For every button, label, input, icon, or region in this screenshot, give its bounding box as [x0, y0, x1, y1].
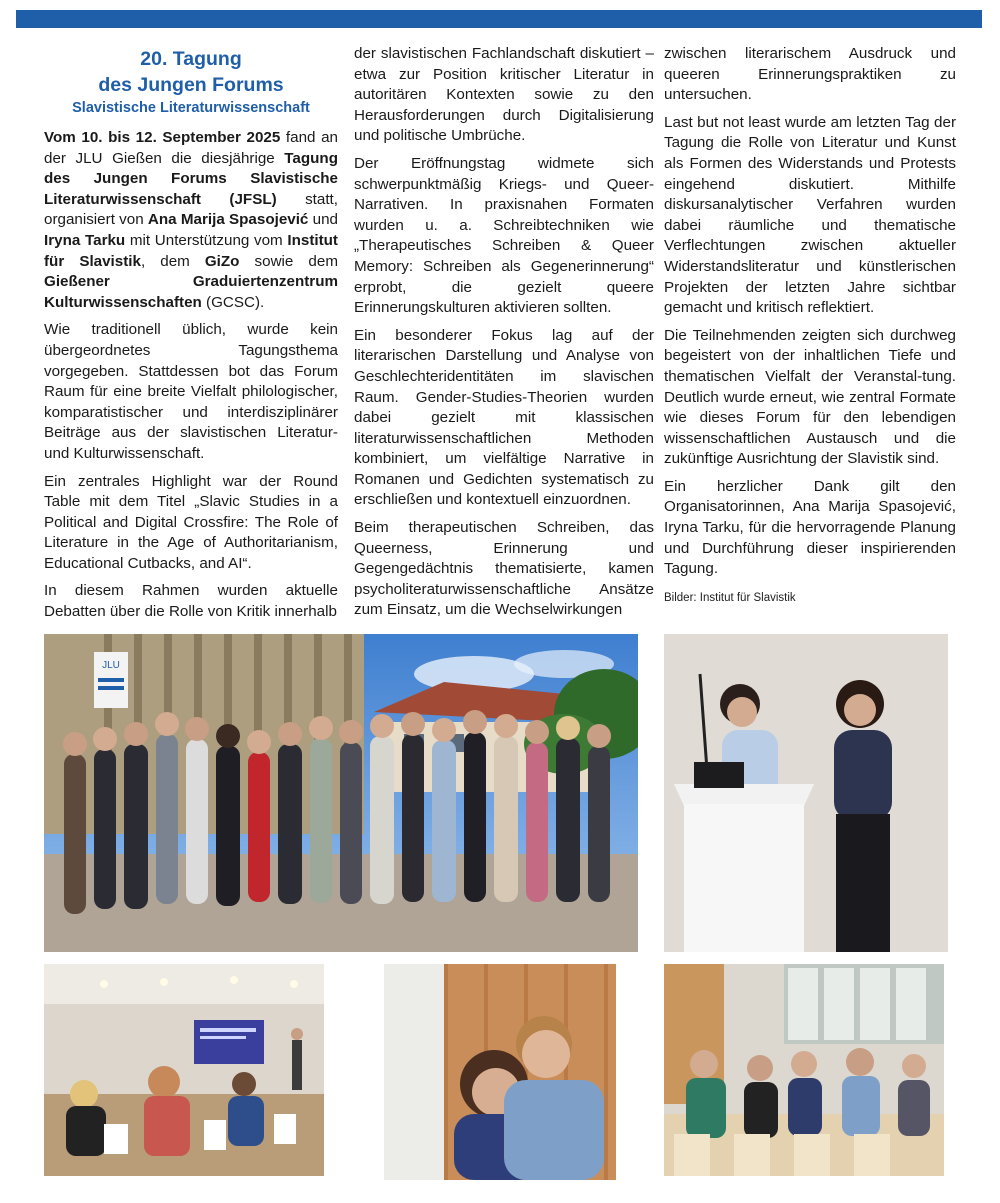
audience-closeup-photo	[384, 964, 616, 1180]
paragraph-debates-end: der slavistischen Fachlandschaft diskutiert – etwa zur Position kritischer Literatur in autoritären Kontexten sowie zu den Herausforderungen durch Digitalisierung und politische Umbrüche.	[354, 45, 654, 145]
paragraph-gender-focus: Ein besonderer Fokus lag auf der literarischen Darstellung und Analyse von Geschlechteridentitäten im slavischen Raum. Gender-Studies-Theorien wurden dabei gezielt mit klassischen literaturwissenschaftlichen Methoden kombiniert, um vielfältige Narrative in Romanen und Gedichten systematisch zu erschließen und kontextuell einzuordnen.	[354, 326, 654, 509]
paragraph-last-day: Last but not least wurde am letzten Tag der Tagung die Rolle von Literatur und Kunst als Formen des Widerstands und Protests eingehend diskutiert. Mithilfe diskursanalytischer Verfahren wurden dabei räumliche und thematische Verflechtungen zwischen aktueller Widerstandsliteratur und künstlerischen Projekten der letzten Jahre sichtbar gemacht und kritisch reflektiert.	[664, 113, 956, 317]
title-line-2: des Jungen Forums	[98, 74, 284, 96]
paragraph-thanks: Ein herzlicher Dank gilt den Organisatorinnen, Ana Marija Spasojević, Iryna Tarku, für die hervorragende Planung und Durchführung dieser inspirierenden Tagung.	[664, 477, 956, 578]
paragraph-therapeutic-writing: Beim therapeutischen Schreiben, das Queerness, Erinnerung und Gegengedächtnis thematisierte, kamen psycholiteraturwissenschaftliche Ansätze zum Einsatz, um die Wechselwirkungen	[354, 519, 654, 619]
paragraph-opening-day: Der Eröffnungstag widmete sich schwerpunktmäßig Kriegs- und Queer-Narrativen. In praxisnahen Formaten wurden u. a. Schreibtechniken wie „Therapeutisches Schreiben & Queer Memory: Schreiben als Gegenerinnerung“ erprobt, die gezielt queere Erinnerungskulturen aktivieren sollten.	[354, 154, 654, 317]
speakers-photo	[664, 634, 948, 952]
paragraph-therapeutic-writing-end: zwischen literarischem Ausdruck und queeren Erinnerungspraktiken zu untersuchen.	[664, 45, 956, 104]
text-column-1	[44, 44, 338, 630]
title-line-1: 20. Tagung	[140, 48, 242, 70]
lecture-hall-photo	[44, 964, 324, 1176]
text-column-3	[664, 44, 956, 608]
paragraph-theme: Wie traditionell üblich, wurde kein übergeordnetes Tagungsthema vorgegeben. Stattdessen bot das Forum Raum für eine breite Vielfalt philologischer, komparatistischer und interdisziplinärer Beiträge aus der slavistischen Literatur- und Kulturwissenschaft.	[44, 321, 338, 462]
paragraph-round-table: Ein zentrales Highlight war der Round Table mit dem Titel „Slavic Studies in a Political and Digital Crossfire: The Role of Literature in the Age of Authoritarianism, Educational Cutbacks, and AI“.	[44, 472, 338, 572]
photo-credit: Bilder: Institut für Slavistik	[664, 591, 796, 604]
paragraph-participants: Die Teilnehmenden zeigten sich durchweg begeistert von der inhaltlichen Tiefe und thematischen Vielfalt der Veranstal-tung. Deutlich wurde erneut, wie zentral Formate wie dieses Forum für den lebendigen wissenschaftlichen Austausch und die zukünftige Ausrichtung der Slavistik sind.	[664, 326, 956, 468]
article-title	[44, 46, 338, 118]
article-subtitle: Slavistische Literaturwissenschaft	[72, 100, 310, 116]
audience-seated-photo	[664, 964, 944, 1176]
paragraph-intro: Vom 10. bis 12. September 2025 fand an der JLU Gießen die diesjährige Tagung des Jungen Forums Slavistische Literaturwissenschaft (JFSL) statt, organisiert von Ana Marija Spasojević und Iryna Tarku mit Unterstützung vom Institut für Slavistik, dem GiZo sowie dem Gießener Graduiertenzentrum Kulturwissenschaften (GCSC).	[44, 129, 338, 311]
text-column-2	[354, 44, 654, 628]
group-photo	[44, 634, 638, 952]
header-accent-bar	[16, 10, 982, 28]
building-sign-text: JLU	[102, 660, 120, 671]
paragraph-debates-start: In diesem Rahmen wurden aktuelle Debatten über die Rolle von Kritik innerhalb	[44, 582, 338, 621]
